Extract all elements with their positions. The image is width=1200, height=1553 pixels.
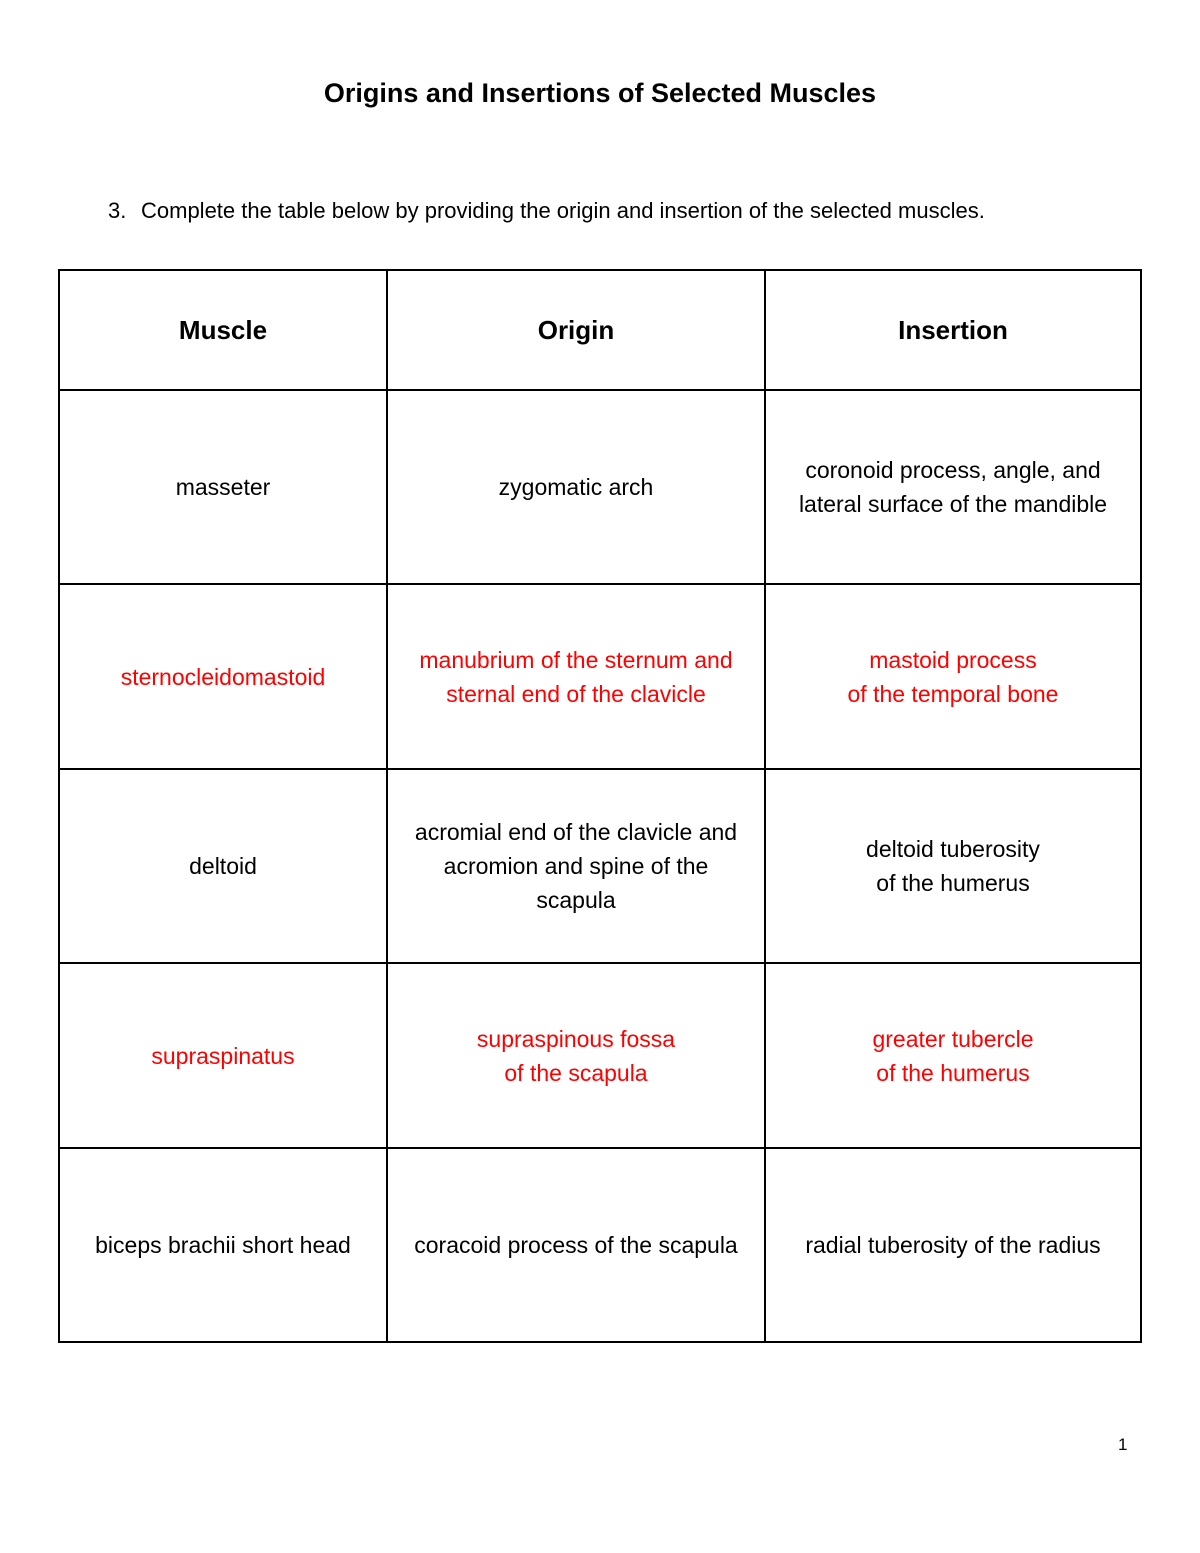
- cell-insertion: coronoid process, angle, and lateral surface of the mandible: [765, 390, 1141, 584]
- cell-origin: zygomatic arch: [387, 390, 765, 584]
- cell-muscle: sternocleidomastoid: [59, 584, 387, 769]
- table-row: [59, 1148, 1141, 1342]
- page-number: 1: [1118, 1435, 1128, 1454]
- header-insertion: Insertion: [765, 270, 1141, 390]
- cell-muscle: biceps brachii short head: [59, 1148, 387, 1342]
- header-muscle: Muscle: [59, 270, 387, 390]
- cell-origin: manubrium of the sternum and sternal end of the clavicle: [387, 584, 765, 769]
- cell-insertion: deltoid tuberosity of the humerus: [765, 769, 1141, 963]
- cell-origin: acromial end of the clavicle and acromion and spine of the scapula: [387, 769, 765, 963]
- cell-muscle: deltoid: [59, 769, 387, 963]
- page-title: Origins and Insertions of Selected Muscles: [323, 78, 877, 108]
- cell-muscle: supraspinatus: [59, 963, 387, 1148]
- cell-insertion: mastoid process of the temporal bone: [765, 584, 1141, 769]
- table-header-row: [59, 270, 1141, 390]
- muscle-table: [58, 269, 1142, 1343]
- instruction-number: 3.: [108, 198, 127, 223]
- cell-insertion: radial tuberosity of the radius: [765, 1148, 1141, 1342]
- instruction: [108, 196, 1148, 226]
- instruction-text: Complete the table below by providing the origin and insertion of the selected muscles.: [141, 198, 985, 223]
- cell-origin: supraspinous fossa of the scapula: [387, 963, 765, 1148]
- cell-muscle: masseter: [59, 390, 387, 584]
- cell-insertion: greater tubercle of the humerus: [765, 963, 1141, 1148]
- table-row: [59, 390, 1141, 584]
- header-origin: Origin: [387, 270, 765, 390]
- table-row: [59, 963, 1141, 1148]
- table-row: [59, 769, 1141, 963]
- cell-origin: coracoid process of the scapula: [387, 1148, 765, 1342]
- table-row: [59, 584, 1141, 769]
